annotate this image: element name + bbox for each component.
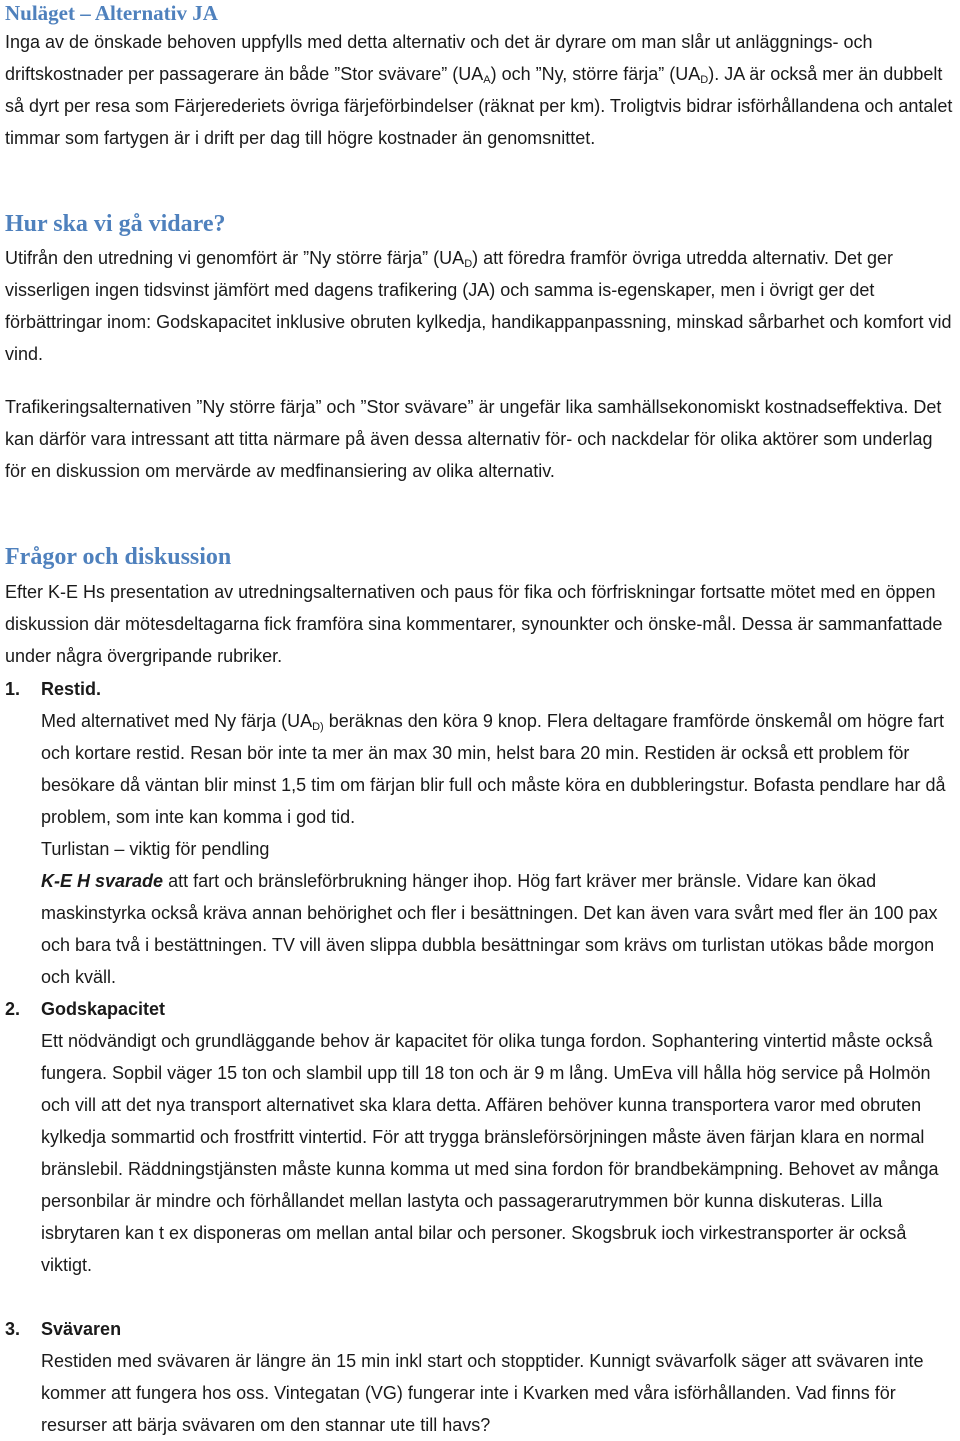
list-number: 2. [5,999,21,1019]
subscript: D [700,74,709,86]
text-run: ) och ”Ny, större färja” (UA [490,64,701,84]
list-item-title: Restid. [41,679,102,699]
list-number: 3. [5,1319,21,1339]
subscript: D) [312,721,324,733]
list-item-text: Turlistan – viktig för pendling [41,839,270,859]
heading-hur-ska-vi-ga-vidare: Hur ska vi gå vidare? [5,211,226,237]
list-item-text: Ett nödvändigt och grundläggande behov är kapacitet för olika tunga fordon. Sophantering vintertid måste också fungera. Sopbil väger 15 ton och slambil upp till 18 ton och är 9 m lång. UmEva vill hålla hög service på Holmön och vill att det nya transport alternativet ska klara detta. Affären behöver kunna transportera varor med obruten kylkedja sommartid och frostfritt vintertid. För att trygga bränsleförsörjningen måste även färjan klara en normal bränslebil. Räddningstjänsten måste kunna komma ut med sina fordon för brandbekämpning. Behovet av många personbilar är mindre och förhållandet mellan lastyta och passagerarutrymmen bör kunna diskuteras. Lilla isbrytaren kan t ex disponeras om mellan antal bilar och personer. Skogsbruk ioch virkestransporter är också viktigt. [41,1031,939,1275]
text-run: ). JA är också mer än dubbelt så dyrt per resa som Färjerederiets övriga färjeförbindelser (räknat per km). Troligtvis bidrar isförhållandena och antalet timmar som fartygen är i drift per dag till högre kostnader än genomsnittet. [5,64,953,148]
list-item-title: Svävaren [41,1319,122,1339]
heading-nulaget: Nuläget – Alternativ JA [5,1,218,25]
list-item-title: Godskapacitet [41,999,166,1019]
subscript: A [483,74,491,86]
paragraph-vidare-2: Trafikeringsalternativen ”Ny större färja” och ”Stor svävare” är ungefär lika samhällsekonomiskt kostnadseffektiva. Det kan därför vara intressant att titta närmare på även dessa alternativ för- och nackdelar för olika aktörer som underlag för en diskussion om mervärde av medfinansiering av olika alternativ. [5,397,942,481]
text-run: ) att föredra framför övriga utredda alternativ. Det ger visserligen ingen tidsvinst jämfört med dagens trafikering (JA) och samma is-egenskaper, men i övrigt ger det förbättringar inom: Godskapacitet inklusive obruten kylkedja, handikappanpassning, minskad sårbarhet och komfort vid vind. [5,248,952,364]
text-run: beräknas den köra 9 knop. Flera deltagare framförde önskemål om högre fart och kortare restid. Resan bör inte ta mer än max 30 min, helst bara 20 min. Restiden är också ett problem för besökare då väntan blir minst 1,5 tim om färjan blir full och måste köra en dubbleringstur. Bofasta pendlare har då problem, som inte kan komma i god tid. [41,711,946,827]
list-item-text [41,705,953,833]
list-item-text [41,865,953,993]
text-run: Utifrån den utredning vi genomfört är ”Ny större färja” (UA [5,248,465,268]
text-run: att fart och bränsleförbrukning hänger ihop. Hög fart kräver mer bränsle. Vidare kan ökad maskinstyrka också kräva annan behörighet och fler i besättningen. Det kan även vara svårt med fler än 100 pax och bara två i bestättningen. TV vill även slippa dubbla besättningar som krävs om turlistan utökas både morgon och kväll. [41,871,938,987]
paragraph-vidare-1 [5,242,953,370]
heading-fragor-och-diskussion: Frågor och diskussion [5,544,232,570]
list-item-text: Restiden med svävaren är längre än 15 min inkl start och stopptider. Kunnigt svävarfolk säger att svävaren inte kommer att fungera hos oss. Vintegatan (VG) fungerar inte i Kvarken med våra isförhållanden. Vad finns för resurser att bärja svävaren om den stannar ute till havs? [41,1351,924,1435]
speaker-label: K-E H svarade [41,871,164,891]
list-number: 1. [5,679,21,699]
text-run: Med alternativet med Ny färja (UA [41,711,313,731]
paragraph-alt-ja [5,26,953,154]
text-run: Inga av de önskade behoven uppfylls med detta alternativ och det är dyrare om man slår ut anläggnings- och driftskostnader per passagerare än både ”Stor svävare” (UA [5,32,873,84]
subscript: D [464,258,473,270]
paragraph-fragor-intro: Efter K-E Hs presentation av utredningsalternativen och paus för fika och förfriskningar fortsatte mötet med en öppen diskussion där mötesdeltagarna fick framföra sina kommentarer, synounkter och önske-mål. Dessa är sammanfattade under några övergripande rubriker. [5,582,943,666]
